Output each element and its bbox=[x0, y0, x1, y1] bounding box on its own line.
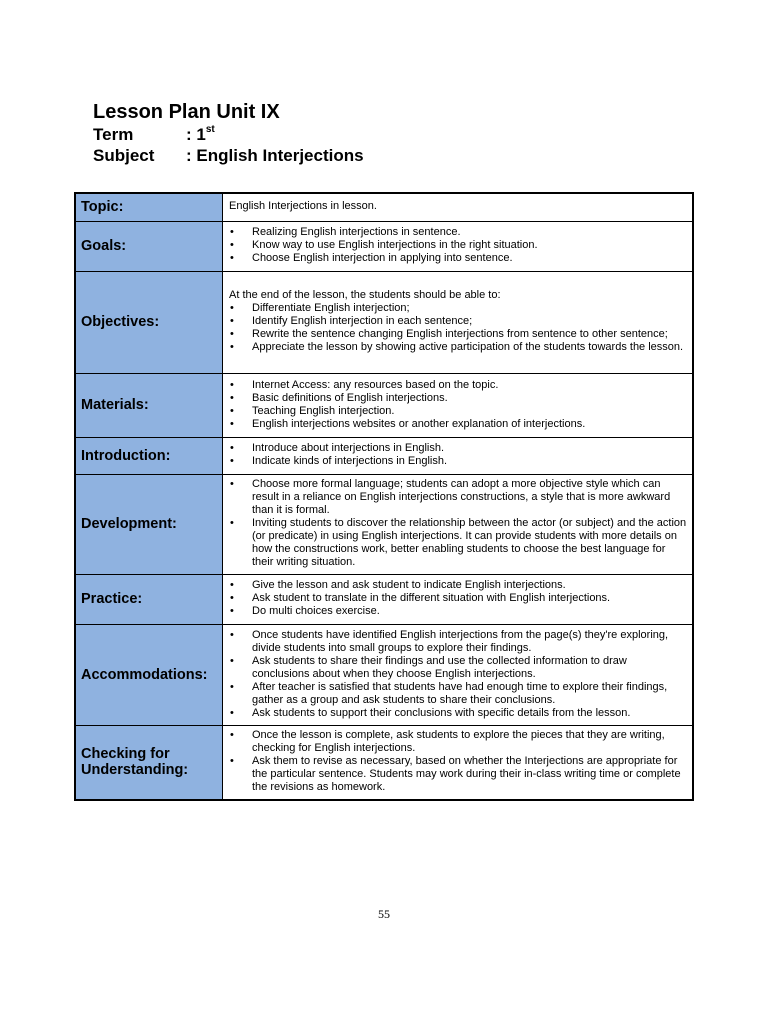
list-item: • Know way to use English interjections in the right situation. bbox=[229, 239, 687, 252]
list-item: • Inviting students to discover the relationship between the actor (or subject) and the action (or predicate) in using English interjections. It can provide students with more details on how the constructions work, better enabling students to choose the best language for their writing situation. bbox=[229, 517, 687, 569]
objectives-label: Objectives: bbox=[75, 271, 223, 373]
row-accommodations bbox=[75, 624, 693, 725]
list-item: • Ask students to share their findings and use the collected information to draw conclusions about when they choose English interjections. bbox=[229, 655, 687, 681]
list-item: • After teacher is satisfied that students have had enough time to explore their findings, gather as a group and ask students to share their conclusions. bbox=[229, 681, 687, 707]
row-checking-for-understanding bbox=[75, 725, 693, 800]
row-goals bbox=[75, 221, 693, 271]
goals-content bbox=[223, 221, 694, 271]
row-practice bbox=[75, 574, 693, 624]
list-item: • Give the lesson and ask student to indicate English interjections. bbox=[229, 579, 687, 592]
accommodations-label: Accommodations: bbox=[75, 624, 223, 725]
objectives-content bbox=[223, 271, 694, 373]
materials-content bbox=[223, 373, 694, 437]
list-item: • Ask them to revise as necessary, based on whether the Interjections are appropriate for the particular sentence. Students may work during their in-class writing time or complete the revisions as homework. bbox=[229, 755, 687, 794]
list-item: • Choose English interjection in applying into sentence. bbox=[229, 252, 687, 265]
introduction-content bbox=[223, 437, 694, 474]
list-item: • English interjections websites or another explanation of interjections. bbox=[229, 418, 687, 431]
topic-content: English Interjections in lesson. bbox=[223, 193, 694, 221]
materials-label: Materials: bbox=[75, 373, 223, 437]
subject-row bbox=[93, 145, 364, 166]
list-item: • Internet Access: any resources based on the topic. bbox=[229, 379, 687, 392]
checking-label-line2: Understanding: bbox=[81, 762, 189, 779]
list-item: • Differentiate English interjection; bbox=[229, 302, 687, 315]
row-materials bbox=[75, 373, 693, 437]
introduction-list bbox=[229, 442, 687, 468]
subject-value: : English Interjections bbox=[186, 146, 364, 165]
term-value: : 1st bbox=[186, 124, 215, 144]
goals-label: Goals: bbox=[75, 221, 223, 271]
checking-content bbox=[223, 725, 694, 800]
checking-label-line1: Checking for bbox=[81, 746, 170, 763]
list-item: • Rewrite the sentence changing English interjections from sentence to other sentence; bbox=[229, 328, 687, 341]
list-item: • Introduce about interjections in English. bbox=[229, 442, 687, 455]
document-header bbox=[93, 100, 364, 166]
list-item: • Realizing English interjections in sentence. bbox=[229, 226, 687, 239]
practice-label: Practice: bbox=[75, 574, 223, 624]
practice-list bbox=[229, 579, 687, 618]
checking-list bbox=[229, 729, 687, 794]
objectives-list bbox=[229, 302, 687, 354]
list-item: • Once the lesson is complete, ask students to explore the pieces that they are writing, checking for English interjections. bbox=[229, 729, 687, 755]
checking-label bbox=[75, 725, 223, 800]
list-item: • Ask student to translate in the different situation with English interjections. bbox=[229, 592, 687, 605]
objectives-intro: At the end of the lesson, the students should be able to: bbox=[229, 289, 501, 301]
goals-list bbox=[229, 226, 687, 265]
subject-label: Subject bbox=[93, 146, 155, 165]
list-item: • Identify English interjection in each sentence; bbox=[229, 315, 687, 328]
list-item: • Ask students to support their conclusions with specific details from the lesson. bbox=[229, 707, 687, 720]
row-objectives bbox=[75, 271, 693, 373]
document-title: Lesson Plan Unit IX bbox=[93, 101, 280, 123]
list-item: • Teaching English interjection. bbox=[229, 405, 687, 418]
materials-list bbox=[229, 379, 687, 431]
topic-label: Topic: bbox=[75, 193, 223, 221]
development-label: Development: bbox=[75, 474, 223, 574]
practice-content bbox=[223, 574, 694, 624]
list-item: • Basic definitions of English interjections. bbox=[229, 392, 687, 405]
list-item: • Once students have identified English interjections from the page(s) they're exploring, divide students into small groups to explore their findings. bbox=[229, 629, 687, 655]
page-number: 55 bbox=[378, 907, 390, 921]
term-row bbox=[93, 124, 364, 145]
accommodations-content bbox=[223, 624, 694, 725]
term-label: Term bbox=[93, 125, 134, 144]
development-content bbox=[223, 474, 694, 574]
list-item: • Indicate kinds of interjections in English. bbox=[229, 455, 687, 468]
lesson-plan-table bbox=[74, 192, 694, 801]
term-superscript: st bbox=[205, 124, 215, 136]
row-introduction bbox=[75, 437, 693, 474]
row-development bbox=[75, 474, 693, 574]
list-item: • Choose more formal language; students can adopt a more objective style which can result in a reliance on English interjections constructions, a style that is more awkward than it is formal. bbox=[229, 478, 687, 517]
row-topic bbox=[75, 193, 693, 221]
development-list bbox=[229, 478, 687, 569]
list-item: • Appreciate the lesson by showing active participation of the students towards the lesson. bbox=[229, 341, 687, 354]
accommodations-list bbox=[229, 629, 687, 720]
introduction-label: Introduction: bbox=[75, 437, 223, 474]
list-item: • Do multi choices exercise. bbox=[229, 605, 687, 618]
